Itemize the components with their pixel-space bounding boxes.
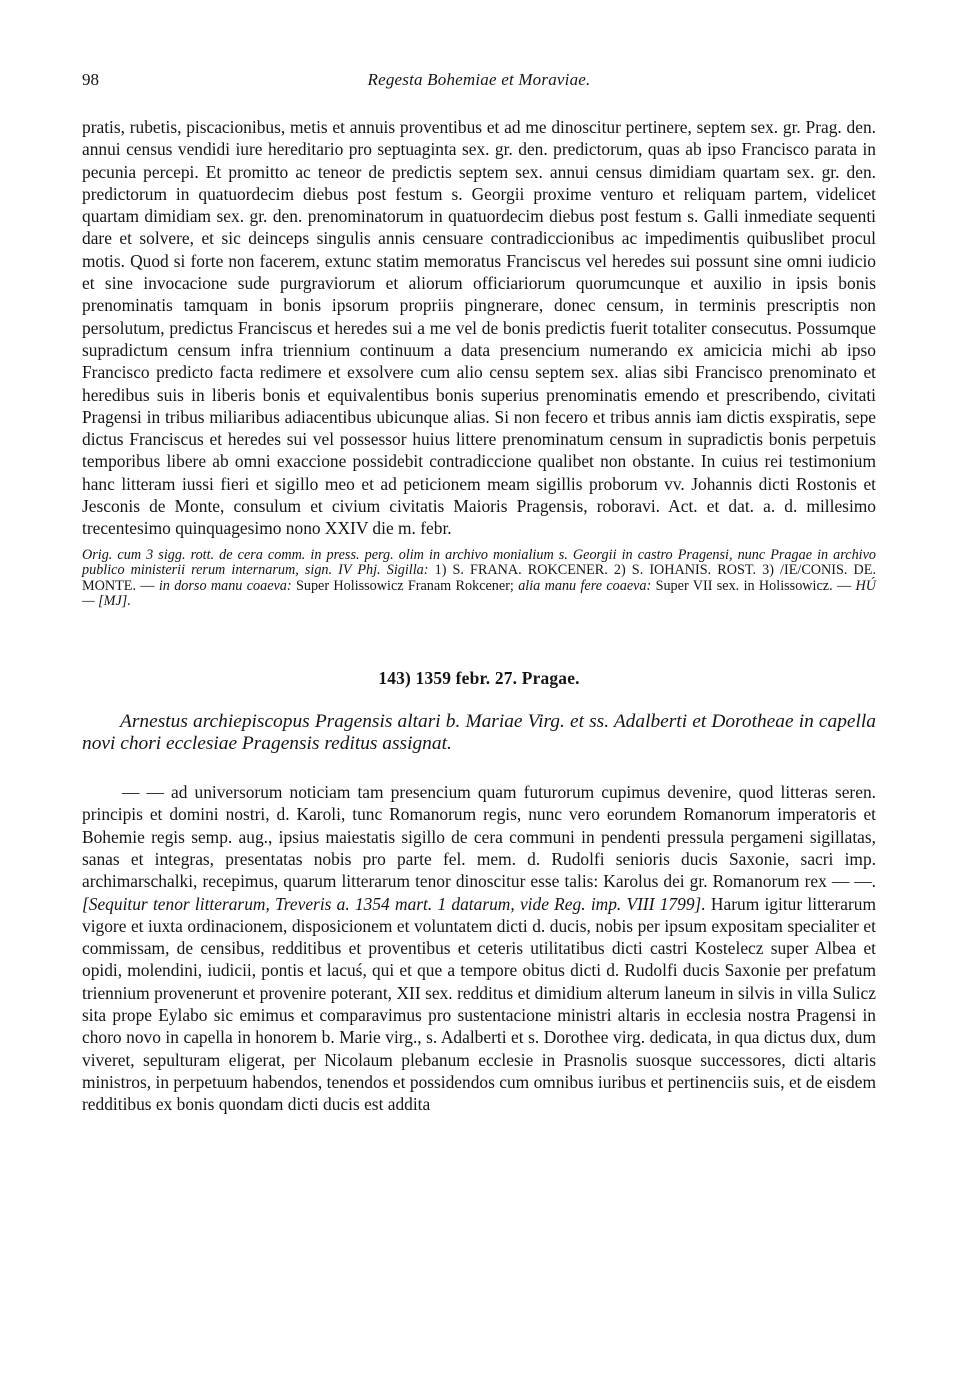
charter-paragraph: pratis, rubetis, piscacionibus, metis et annuis proventibus et ad me dinoscitur pertinere, septem sex. gr. Prag. den. annui census vendidi iure hereditario pro septuaginta sex. gr. den. predictorum, quas ab ipso Francisco parata in pecunia percepi. Et promitto ac teneor de predictis septem sex. annui census dimidiam quartam sex. gr. den. predictorum in quatuordecim diebus post festum s. Georgii proxime venturo et reliquam partem, videlicet quartam dimidiam sex. gr. den. prenominatorum in quatuordecim diebus post festum s. Galli inmediate sequenti dare et solvere, et sic deinceps singulis annis censuare contradiccionibus ac impedimentis quibuslibet procul motis. Quod si forte non facerem, extunc statim memoratus Franciscus vel heredes sui possunt sine omni iudicio et sine invocacione sude purgraviorum et aliorum officiariorum quorumcunque et auxilio in ipsis bonis prenominatis tamquam in bonis ipsorum propriis pingnerare, donec censum, in terminis prescriptis non persolutum, predictus Franciscus et heredes sui a me vel de bonis predictis fuerit totaliter consecutus. Possumque supradictum censum infra triennium continuum a data presencium numerando ex amicicia michi ab ipso Francisco predicto facta redimere et exsolvere cum alio censu septem sex. alias sibi Francisco prenominato et heredibus suis in liberis bonis et equivalentibus bonis superius prenominatis emendo et prescribendo, civitati Pragensi in tribus miliaribus adiacentibus ubicunque alias. Si non fecero et tribus annis iam dictis exspiratis, sepe dictus Franciscus et heredes sui vel possessor huius littere prenominatum censum in supradictis bonis perpetuis temporibus libere ab omni exaccione possidebit contradiccione qualibet non obstante. In cuius rei testimonium hanc litteram iussi fieri et sigillo meo et ad peticionem meam sigillis proborum vv. Johannis dicti Rostonis et Jesconis de Monte, consulum et civium civitatis Maioris Pragensis, roboravi. Act. et dat. a. d. millesimo trecentesimo quinquagesimo nono XXIV die m. febr.: [82, 117, 876, 539]
page-header: [82, 70, 876, 98]
page-number: 98: [82, 70, 99, 89]
entry-paragraph: [82, 781, 876, 1115]
notes-part-5: alia manu fere coaeva:: [518, 577, 652, 594]
notes-part-6: Super VII sex. in Holissowicz. —: [651, 577, 856, 594]
entry-text-part-2: Harum igitur litterarum vigore et iuxta ordinacionem, disposicionem et voluntatem dicti d. ducis, nobis per ipsum expositam specialiter et commissam, de censibus, redditibus et proventibus et ceteris utilitatibus dicti castri Kostelecz super Albea et opidi, molendini, iudicii, pontis et lacuś, qui et que a tempore obitus dicti d. Rudolfi ducis Saxonie per prefatum triennium provenerunt et provenire poterant, XII sex. redditus et dimidium alterum laneum in silvis in villa Sulicz sita prope Eylabo sic emimus et comparavimus pro sustentacione ministri altaris in ecclesia nostra Pragensi in choro novo in capella in honorem b. Marie virg., s. Adalberti et s. Dorothee virg. dedicata, in qua dictus dux, dum viveret, sepulturam eligerat, per Nicolaum plebanum ecclesie in Prasnolis suosque successores, dicti altaris ministros, in perpetuum habendos, tenendos et possidendos cum omnibus iuribus et pertinenciis suis, et de eisdem redditibus ex bonis quondam dicti ducis est addita: [82, 893, 876, 1115]
source-notes: [82, 548, 876, 610]
notes-part-3: in dorso manu coaeva:: [158, 577, 292, 594]
notes-part-2: 1) S. FRANA. ROKCENER. 2) S. IOHANIS. ROST. 3) /IE/CONIS. DE. MONTE. —: [82, 562, 877, 594]
entry-heading: 143) 1359 febr. 27. Pragae.: [378, 668, 580, 689]
notes-part-1: Orig. cum 3 sigg. rott. de cera comm. in press. perg. olim in archivo monialium s. Georgii in castro Pragensi, nunc Pragae in archivo publico ministerii rerum internarum, sign. IV Phj. Sigilla:: [82, 546, 876, 579]
entry-text-italic: [Sequitur tenor litterarum, Treveris a. 1354 mart. 1 datarum, vide Reg. imp. VIII 1799].: [82, 893, 706, 914]
notes-part-7: HÚ — [MJ].: [82, 577, 876, 610]
entry-regest: Arnestus archiepiscopus Pragensis altari b. Mariae Virg. et ss. Adalberti et Dorotheae in capella novi chori ecclesiae Pragensis reditus assignat.: [82, 711, 876, 755]
entry-text-part-1: — — ad universorum noticiam tam presencium quam futurorum cupimus devenire, quod litteras seren. principis et domini nostri, d. Karoli, tunc Romanorum regis, nunc vero eorundem Romanorum imperatoris et Bohemie regis semp. aug., ipsius maiestatis sigillo de cera communi in pendenti pressula pergameni sigillatas, sanas et integras, presentatas nobis pro parte fel. mem. d. Rudolfi senioris ducis Saxonie, sacri imp. archimarschalki, recepimus, quarum litterarum tenor dinoscitur esse talis: Karolus dei gr. Romanorum rex — —.: [82, 782, 876, 892]
charter-text: [82, 116, 876, 540]
notes-part-4: Super Holissowicz Franam Rokcener;: [291, 577, 519, 594]
document-page: [82, 70, 876, 1115]
running-title: Regesta Bohemiae et Moraviae.: [367, 70, 591, 89]
entry-text: [82, 781, 876, 1115]
